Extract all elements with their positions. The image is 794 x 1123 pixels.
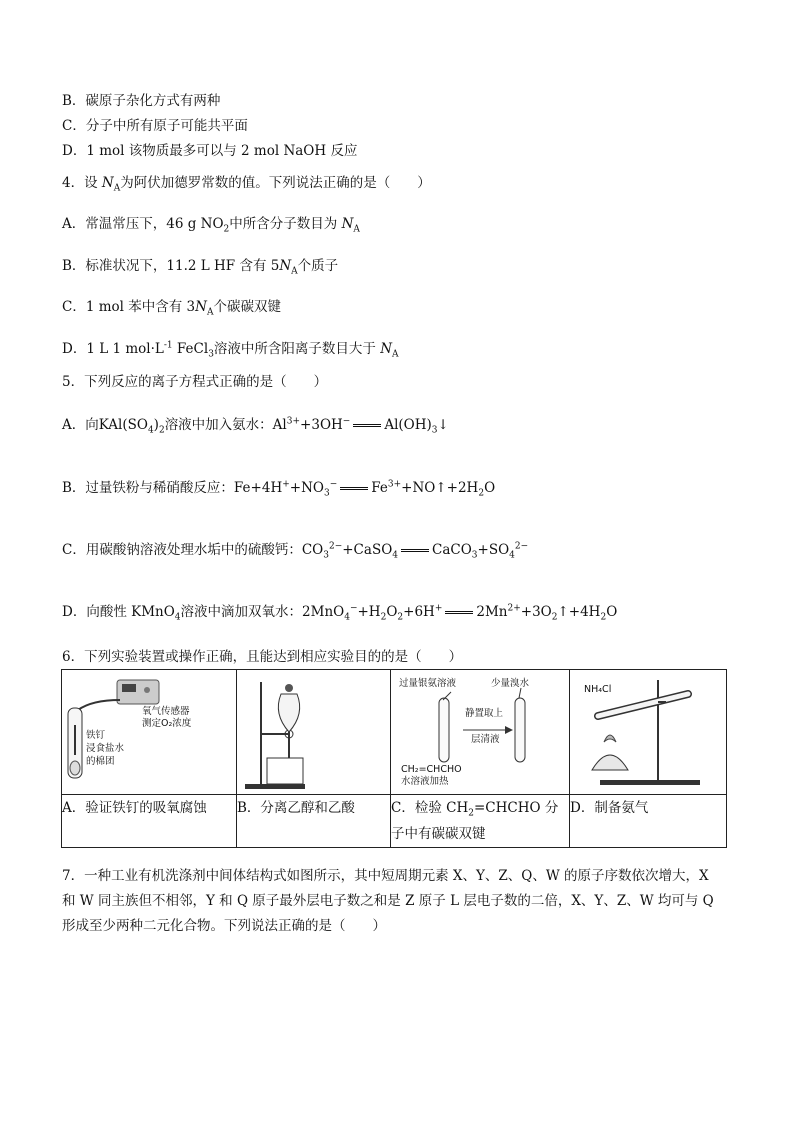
caption-a: A．验证铁钉的吸氧腐蚀 [62, 795, 237, 848]
q4-option-c: C．1 mol 苯中含有 $3N_A$个碳碳双键 [62, 299, 281, 318]
q5-d-rhs: 2Mn [476, 604, 508, 620]
label-soak: 浸食盐水 [86, 743, 125, 754]
q3-option-b: B．碳原子杂化方式有两种 [62, 93, 221, 109]
label-nh4cl: NH₄Cl [584, 684, 612, 695]
q4-option-d: D．1 L 1 $mol\cdot L^{-1}$ FeCl$_3$溶液中所含阳离子数目大于 $N_A$ [62, 340, 399, 360]
q5-option-b: B．过量铁粉与稀硝酸反应：$Fe+4H^++NO_3^-$ $Fe^{3+}+NO↑+2H_2O$ [62, 479, 496, 499]
caption-d: D．制备氨气 [570, 795, 727, 848]
q5-stem: 5．下列反应的离子方程式正确的是（ ） [62, 374, 328, 390]
q4-a-pre: A．常温常压下，46 g NO [62, 216, 224, 232]
apparatus-c-cell [391, 670, 570, 795]
label-settle: 静置取上 [465, 708, 504, 719]
equals-arrow [340, 487, 368, 490]
equals-arrow [445, 611, 473, 614]
q5-option-d: D．向酸性 KMnO$_4$溶液中滴加双氧水：$2MnO_4^-+H_2O_2+6H^+$ $2Mn^{2+}+3O_2↑+4H_2O$ [62, 603, 618, 623]
q5-option-c: C．用碳酸钠溶液处理水垢中的硫酸钙：$CO_3^{2-}+CaSO_4$ $CaCO_3+SO_4^{2-}$ [62, 541, 529, 561]
caption-c: C．检验 $CH_2=CHCHO$ 分 子中有碳碳双键 [391, 795, 570, 848]
q4-stem: 4．设 $N_A$为阿伏加德罗常数的值。下列说法正确的是（ ） [62, 175, 431, 194]
q4-stem-post: 为阿伏加德罗常数的值。下列说法正确的是（ ） [120, 175, 431, 191]
q5-a-rhs: Al(OH) [384, 417, 432, 433]
q3-option-c: C．分子中所有原子可能共平面 [62, 118, 248, 134]
q4-d-post: 溶液中所含阳离子数目大于 [213, 341, 381, 357]
q4-b-pre: B．标准状况下，11.2 L HF 含有 5 [62, 258, 280, 274]
q4-d-pre: D．1 L 1 mol·L [62, 341, 164, 357]
q5-a-post: 溶液中加入氨水：Al [164, 417, 287, 433]
q4-a-post: 中所含分子数目为 [229, 216, 342, 232]
q5-d-mid: 溶液中滴加双氧水：2MnO [180, 604, 345, 620]
q4-option-b: B．标准状况下，11.2 L HF 含有 $5N_A$个质子 [62, 258, 339, 277]
q5-option-a: A．向$KAl(SO_4)_2$溶液中加入氨水：$Al^{3+}+3OH^-$ $Al(OH)_3↓$ [62, 416, 449, 436]
q5-c-pre: C．用碳酸钠溶液处理水垢中的硫酸钙：CO [62, 542, 324, 558]
label-bromine: 少量溴水 [491, 678, 530, 689]
q5-b-pre: B．过量铁粉与稀硝酸反应：Fe+4H [62, 480, 283, 496]
q6-stem: 6．下列实验装置或操作正确，且能达到相应实验目的的是（ ） [62, 649, 463, 665]
label-silver: 过量银氨溶液 [399, 678, 457, 689]
label-sensor2: 测定O₂浓度 [142, 718, 192, 729]
equals-arrow [401, 549, 429, 552]
q4-stem-pre: 4．设 [62, 175, 102, 191]
q5-c-rhs: CaCO [432, 542, 472, 558]
q3-option-d: D．1 mol 该物质最多可以与 2 mol NaOH 反应 [62, 143, 358, 159]
caption-c-pre: C．检验 CH [391, 800, 469, 816]
caption-c-tail: 子中有碳碳双键 [391, 826, 486, 842]
q6-apparatus-table [61, 669, 727, 848]
label-nail: 铁钉 [86, 730, 106, 741]
separatory-funnel-apparatus [237, 670, 390, 794]
q7-text: 7．一种工业有机洗涤剂中间体结构式如图所示，其中短周期元素 X、Y、Z、Q、W 的原子序数依次增大，X 和 W 同主族但不相邻，Y 和 Q 原子最外层电子数之和是 Z 原子 L 层电子数的二倍，X、Y、Z、W 均可与 Q 形成至少两种二元化合物。下列说法正确的是（ ） [62, 868, 714, 934]
label-cotton: 的棉团 [86, 756, 115, 767]
q4-b-post: 个质子 [297, 258, 339, 274]
label-acrolein: CH₂=CHCHO [401, 764, 462, 775]
label-heat: 水溶液加热 [401, 776, 449, 787]
equals-arrow [353, 424, 381, 427]
apparatus-b-cell [237, 670, 391, 795]
q5-b-rhs: Fe [371, 480, 388, 496]
apparatus-d-cell [570, 670, 727, 795]
q4-option-a: A．常温常压下，46 g $NO_2$中所含分子数目为 $N_A$ [62, 216, 360, 235]
label-sensor: 氧气传感器 [142, 706, 190, 717]
apparatus-a-cell [62, 670, 237, 795]
q5-a-pre: A．向KAl(SO [62, 417, 148, 433]
q4-c-pre: C．1 mol 苯中含有 3 [62, 299, 196, 315]
q5-d-pre: D．向酸性 KMnO [62, 604, 175, 620]
q4-d-mid: FeCl [172, 341, 209, 357]
q5-a-mid: ) [153, 417, 159, 433]
q4-c-post: 个碳碳双键 [213, 299, 281, 315]
caption-b: B．分离乙醇和乙酸 [237, 795, 391, 848]
label-layer: 层清液 [471, 734, 500, 745]
